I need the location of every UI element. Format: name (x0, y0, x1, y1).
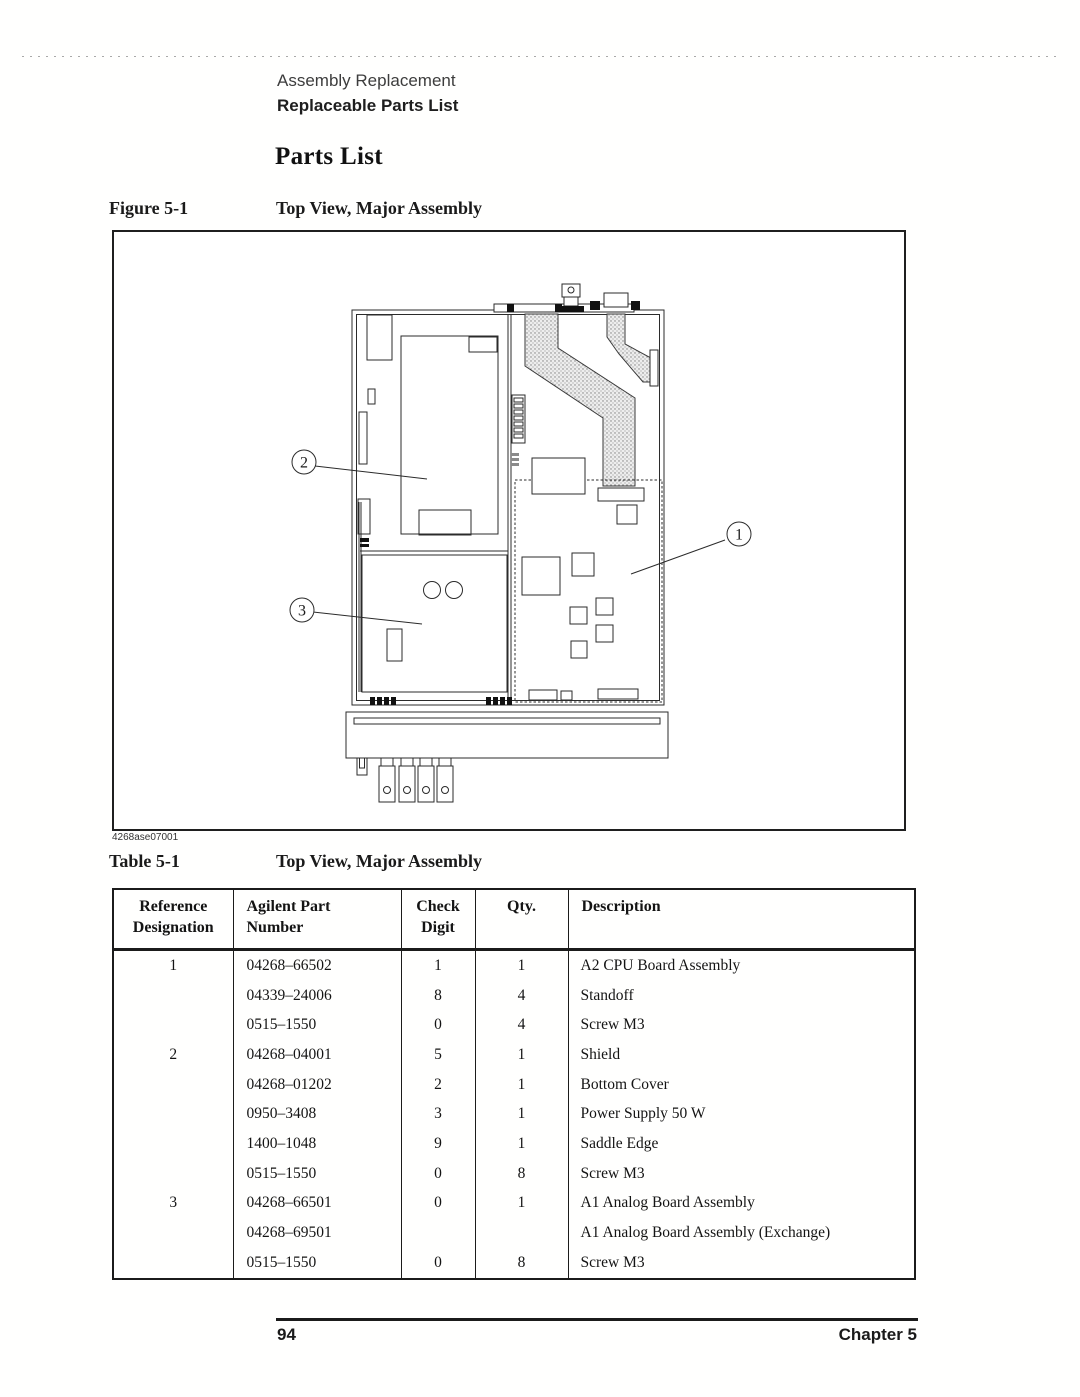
header-chapter-name: Assembly Replacement (277, 71, 456, 90)
cell-check-digit: 0 (401, 1010, 475, 1040)
bnc-rear-connector (558, 284, 584, 312)
cell-reference: 3 (113, 1189, 233, 1219)
table-row (113, 1159, 915, 1189)
ribbon-board-connector (598, 488, 644, 501)
figure-frame (112, 230, 906, 831)
table-row (113, 981, 915, 1011)
pin-connector (511, 395, 525, 466)
table-row (113, 1040, 915, 1070)
page-title: Parts List (275, 143, 383, 170)
cell-reference (113, 1099, 233, 1129)
callout-1-number: 1 (735, 526, 743, 544)
cell-description: Shield (580, 1045, 621, 1063)
cell-reference (113, 1129, 233, 1159)
table-header-row (113, 889, 915, 950)
cell-qty: 1 (475, 1129, 568, 1159)
cell-check-digit (401, 1218, 475, 1248)
panel-bracket (357, 758, 367, 775)
cell-reference (113, 1159, 233, 1189)
shield-board (358, 315, 508, 551)
figure-label: Figure 5-1 (109, 198, 189, 218)
parts-table (112, 888, 916, 1280)
table-row (113, 1248, 915, 1279)
cell-check-digit: 0 (401, 1189, 475, 1219)
header-section-name: Replaceable Parts List (277, 96, 459, 115)
col-header-description: Description (568, 889, 915, 950)
cell-description: Screw M3 (580, 1164, 645, 1182)
dsub-connector (590, 293, 640, 310)
cell-qty: 1 (475, 1070, 568, 1100)
cell-reference: 1 (113, 950, 233, 981)
cell-reference (113, 1070, 233, 1100)
table-row (113, 1099, 915, 1129)
cell-part-number: 04268–66501 (233, 1189, 401, 1219)
cell-part-number: 04268–66502 (233, 950, 401, 981)
cell-description: Power Supply 50 W (580, 1105, 706, 1123)
cell-description: Bottom Cover (580, 1075, 669, 1093)
cell-description: Standoff (580, 986, 634, 1004)
cell-description: A1 Analog Board Assembly (Exchange) (580, 1224, 831, 1242)
col-header-check-digit: Check Digit (401, 889, 475, 950)
cell-part-number: 04268–69501 (233, 1218, 401, 1248)
table-row (113, 950, 915, 981)
cell-part-number: 04268–04001 (233, 1040, 401, 1070)
cell-reference (113, 981, 233, 1011)
cell-check-digit: 0 (401, 1248, 475, 1279)
rear-panel-connectors (494, 284, 640, 312)
cell-qty: 8 (475, 1248, 568, 1279)
cell-description: Screw M3 (580, 1253, 645, 1271)
cell-check-digit: 9 (401, 1129, 475, 1159)
callout-2-number: 2 (300, 454, 308, 472)
col-header-part-number: Agilent Part Number (233, 889, 401, 950)
cell-part-number: 1400–1048 (233, 1129, 401, 1159)
cell-check-digit: 2 (401, 1070, 475, 1100)
cell-reference (113, 1218, 233, 1248)
table-row (113, 1010, 915, 1040)
figure-image-code: 4268ase07001 (112, 832, 179, 843)
table-row (113, 1070, 915, 1100)
cell-part-number: 0515–1550 (233, 1159, 401, 1189)
cell-part-number: 0950–3408 (233, 1099, 401, 1129)
table-label: Table 5-1 (109, 851, 180, 871)
table-row (113, 1189, 915, 1219)
cell-check-digit: 0 (401, 1159, 475, 1189)
cell-part-number: 04339–24006 (233, 981, 401, 1011)
cell-qty: 1 (475, 1099, 568, 1129)
footer-rule (276, 1318, 918, 1321)
cell-check-digit: 1 (401, 950, 475, 981)
chapter-label: Chapter 5 (838, 1325, 917, 1344)
cell-qty: 1 (475, 950, 568, 981)
cell-qty: 4 (475, 981, 568, 1011)
scan-artifact-line (22, 56, 1060, 57)
cell-part-number: 0515–1550 (233, 1010, 401, 1040)
analog-board (362, 555, 507, 692)
callout-1 (631, 522, 751, 574)
cell-check-digit: 8 (401, 981, 475, 1011)
cell-reference (113, 1248, 233, 1279)
ribbon-edge-connector (650, 350, 658, 386)
cell-qty: 1 (475, 1189, 568, 1219)
cell-description: Screw M3 (580, 1016, 645, 1034)
cell-part-number: 0515–1550 (233, 1248, 401, 1279)
cell-description: Saddle Edge (580, 1134, 659, 1152)
col-header-reference: Reference Designation (113, 889, 233, 950)
callout-3-number: 3 (298, 602, 306, 620)
front-panel (346, 712, 668, 802)
cell-check-digit: 3 (401, 1099, 475, 1129)
table-title: Top View, Major Assembly (276, 851, 483, 871)
figure-drawing (114, 232, 902, 828)
cell-qty (475, 1218, 568, 1248)
cell-qty: 1 (475, 1040, 568, 1070)
cell-check-digit: 5 (401, 1040, 475, 1070)
page-number: 94 (277, 1325, 296, 1344)
cell-reference (113, 1010, 233, 1040)
figure-title: Top View, Major Assembly (276, 198, 483, 218)
col-header-qty: Qty. (475, 889, 568, 950)
table-row (113, 1218, 915, 1248)
table-row (113, 1129, 915, 1159)
bnc-front-connectors (379, 758, 453, 802)
cell-description: A2 CPU Board Assembly (580, 956, 741, 974)
cell-qty: 4 (475, 1010, 568, 1040)
cell-description: A1 Analog Board Assembly (580, 1194, 755, 1212)
cell-qty: 8 (475, 1159, 568, 1189)
cell-part-number: 04268–01202 (233, 1070, 401, 1100)
cell-reference: 2 (113, 1040, 233, 1070)
